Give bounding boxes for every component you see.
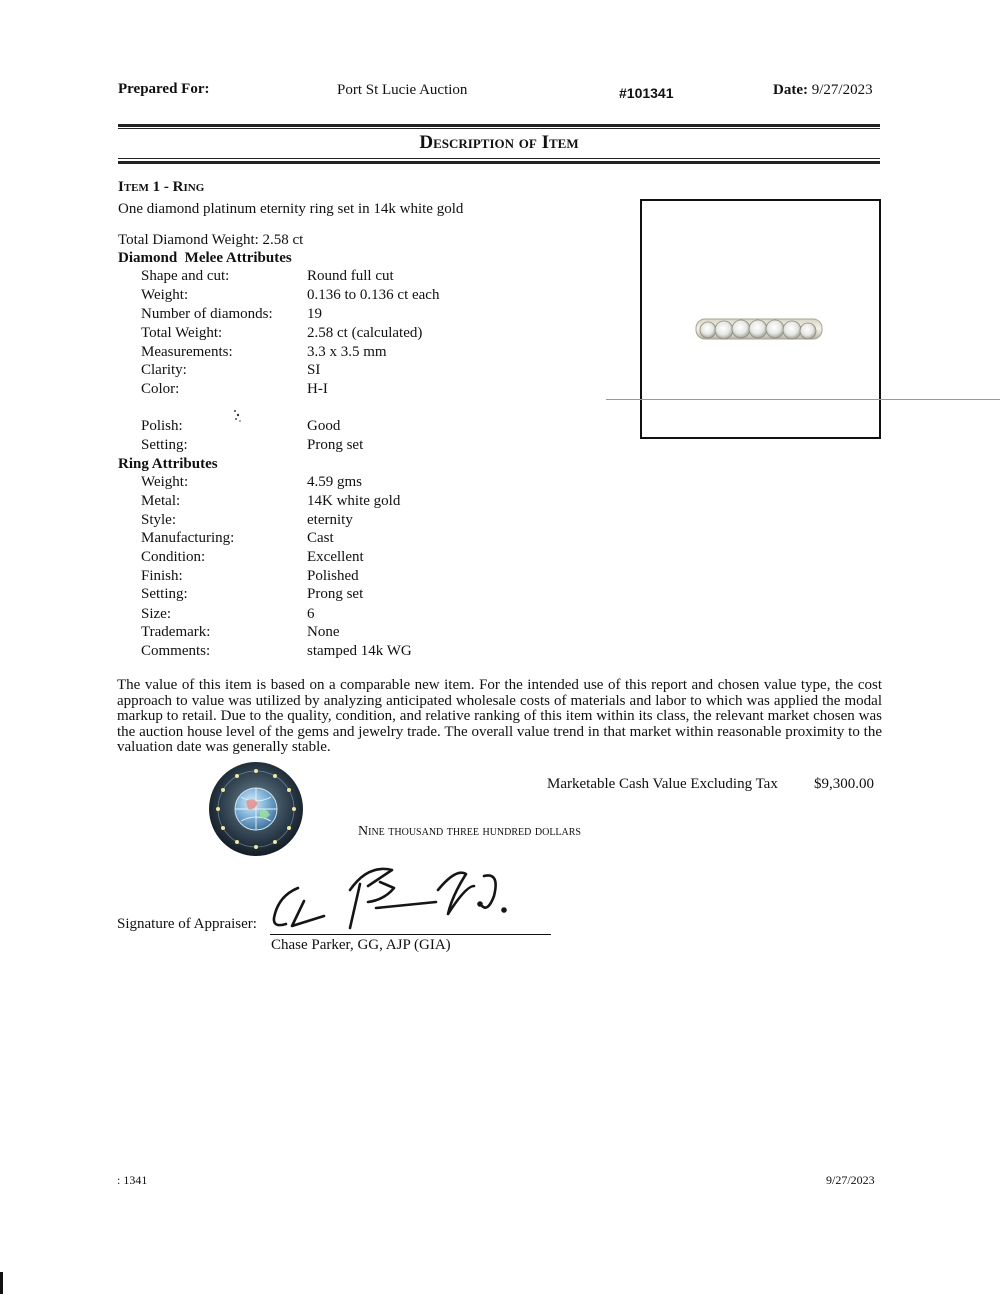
- attr-label: Polish:: [141, 418, 183, 434]
- report-date: [773, 81, 873, 99]
- footer-date: 9/27/2023: [826, 1173, 875, 1187]
- attr-label: Size:: [141, 606, 171, 622]
- section-title: Description of Item: [419, 132, 579, 153]
- attr-value: 4.59 gms: [307, 474, 363, 490]
- attr-label: Number of diamonds:: [141, 306, 273, 322]
- scan-speck: [232, 408, 244, 424]
- item-description: One diamond platinum eternity ring set in 14k white gold: [118, 201, 464, 217]
- attr-label: Trademark:: [141, 624, 211, 640]
- item-heading: Item 1 - Ring: [118, 179, 205, 195]
- attr-value: Good: [307, 418, 341, 434]
- attr-value: Polished: [307, 568, 359, 584]
- scan-line-artifact: [606, 399, 1000, 400]
- signature-mark: [268, 856, 518, 936]
- attr-label: Shape and cut:: [141, 268, 230, 284]
- cash-value-label: Marketable Cash Value Excluding Tax: [547, 776, 778, 792]
- signature-label: Signature of Appraiser:: [117, 916, 257, 932]
- ring-photo: [642, 201, 879, 437]
- attr-label: Finish:: [141, 568, 183, 584]
- signature-line: [270, 934, 551, 935]
- attr-label: Clarity:: [141, 362, 187, 378]
- attr-label: Setting:: [141, 437, 188, 453]
- attr-value: 3.3 x 3.5 mm: [307, 344, 387, 360]
- attr-value: Excellent: [307, 549, 364, 565]
- attr-value: 0.136 to 0.136 ct each: [307, 287, 440, 303]
- attr-value: Round full cut: [307, 268, 394, 284]
- attr-value: None: [307, 624, 340, 640]
- valuation-paragraph: The value of this item is based on a comparable new item. For the intended use of this report and chosen value type, the cost approach to value was utilized by analyzing anticipated wholesale costs of materials and labor to which was applied the modal markup to retail. Due to the quality, condition, and relative ranking of this item within its class, the relevant market chosen was the auction house level of the gems and jewelry trade. The overall value trend in that market within reasonable proximity to the valuation date was generally stable.: [117, 677, 882, 756]
- scan-edge-mark: [0, 1272, 3, 1294]
- attr-value: stamped 14k WG: [307, 643, 412, 659]
- attr-label: Metal:: [141, 493, 181, 509]
- client-name: Port St Lucie Auction: [337, 82, 468, 98]
- attr-label: Setting:: [141, 586, 188, 602]
- attr-label: Condition:: [141, 549, 206, 565]
- total-diamond-weight: Total Diamond Weight: 2.58 ct: [118, 232, 304, 248]
- attr-label: Style:: [141, 512, 177, 528]
- title-rule-bottom-thin: [118, 158, 880, 159]
- attr-value: eternity: [307, 512, 353, 528]
- title-rule-top: [118, 124, 880, 127]
- globe-seal-icon: [208, 761, 304, 857]
- date-value: 9/27/2023: [811, 82, 873, 98]
- attr-label: Weight:: [141, 287, 189, 303]
- date-label: Date:: [773, 82, 808, 98]
- handwritten-signature: [268, 856, 518, 936]
- prepared-for-label: Prepared For:: [118, 81, 210, 97]
- title-rule-bottom: [118, 161, 880, 164]
- attr-value: Cast: [307, 530, 334, 546]
- attr-label: Comments:: [141, 643, 211, 659]
- attr-value: SI: [307, 362, 321, 378]
- title-rule-top-thin: [118, 128, 880, 129]
- attr-value: 14K white gold: [307, 493, 401, 509]
- footer-report-id: : 1341: [117, 1173, 148, 1187]
- appraiser-name: Chase Parker, GG, AJP (GIA): [271, 937, 451, 953]
- report-number: #101341: [619, 85, 674, 101]
- attr-value: 19: [307, 306, 322, 322]
- hologram-seal: [208, 761, 304, 857]
- attr-label: Measurements:: [141, 344, 233, 360]
- attr-value: H-I: [307, 381, 328, 397]
- attr-value: Prong set: [307, 437, 364, 453]
- attr-value: 2.58 ct (calculated): [307, 325, 423, 341]
- item-photo-frame: [640, 199, 881, 439]
- ring-heading: Ring Attributes: [118, 456, 218, 472]
- cash-value-amount: $9,300.00: [814, 776, 874, 792]
- attr-value: 6: [307, 606, 315, 622]
- attr-label: Color:: [141, 381, 180, 397]
- melee-heading: Diamond Melee Attributes: [118, 250, 292, 266]
- attr-value: Prong set: [307, 586, 364, 602]
- attr-label: Manufacturing:: [141, 530, 235, 546]
- attr-label: Weight:: [141, 474, 189, 490]
- attr-label: Total Weight:: [141, 325, 223, 341]
- value-in-words: Nine thousand three hundred dollars: [358, 824, 581, 839]
